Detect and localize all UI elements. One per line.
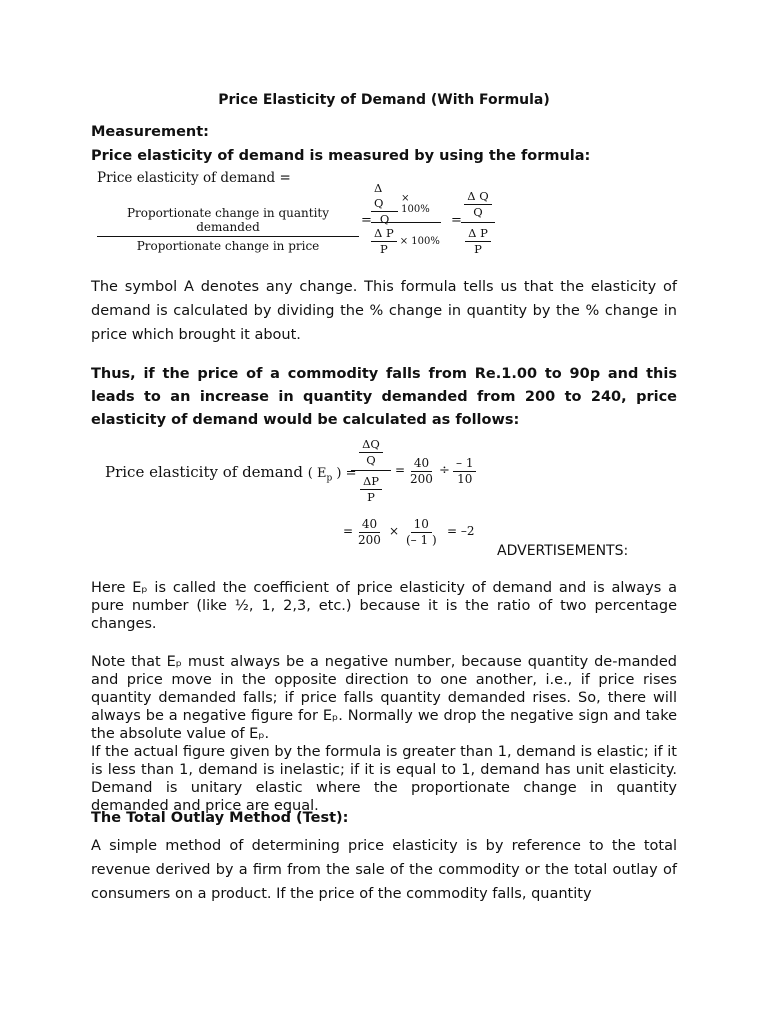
formula1-times100-top: × 100% [401, 193, 430, 215]
formula2-minus1: – 1 [453, 456, 476, 472]
document-title: Price Elasticity of Demand (With Formula) [218, 92, 550, 108]
paragraph-actual: If the actual figure given by the formula is greater than 1, demand is elastic; if it is less than 1, demand is inelastic; if it is equal to 1, demand has unit elasticity. Demand is unitary elastic where the proportionate change in quantity demanded and price are equal. [91, 744, 677, 814]
formula2-ep-close: ) = [332, 466, 357, 481]
formula1-denominator: Proportionate change in price [136, 239, 320, 253]
formula2-label [105, 463, 356, 484]
formula2-p: P [367, 489, 375, 504]
formula2-ep-sub: p [326, 473, 333, 484]
formula1-fraction [97, 206, 359, 253]
paragraph-outlay: A simple method of determining price elasticity is by reference to the total revenue derived by a firm from the sale of the commodity or the total outlay of consumers on a product. If the price of the commodity falls, quantity [91, 838, 677, 902]
formula2-times: × [389, 524, 400, 538]
formula-image-2 [101, 434, 501, 552]
formula2-left-fraction [351, 434, 391, 507]
formula1-right-fraction [461, 186, 495, 259]
formula2-dq: ΔQ [359, 437, 383, 453]
formula2-dp: ΔP [360, 474, 382, 490]
formula1-label: Price elasticity of demand = [97, 170, 291, 186]
formula1-middle-fraction [371, 181, 441, 259]
formula1-numerator: Proportionate change in quantity demanded [97, 206, 359, 237]
formula2-result: = –2 [447, 524, 475, 538]
formula2-10: 10 [457, 472, 473, 486]
formula2-40-200 [407, 456, 436, 487]
formula1-right-p: P [474, 241, 482, 256]
formula1-dp: Δ P [371, 226, 397, 242]
outlay-heading: The Total Outlay Method (Test): [91, 810, 349, 826]
formula1-equals: = [361, 213, 372, 228]
paragraph-coefficient: Here Eₚ is called the coefficient of price elasticity of demand and is always a pure number (like ½, 1, 2,3, etc.) because it is the ratio of two percentage changes. [91, 580, 677, 632]
formula2-r10-m1 [403, 517, 440, 548]
formula1-q: Q [379, 212, 390, 226]
formula2-r200: 200 [358, 533, 381, 547]
formula2-r40-200 [355, 517, 384, 548]
formula-intro: Price elasticity of demand is measured by using the formula: [91, 148, 591, 164]
formula-image-1 [91, 168, 501, 260]
formula2-q: Q [366, 452, 376, 467]
formula1-dq: Δ Q [371, 181, 398, 212]
paragraph-note: Note that Eₚ must always be a negative number, because quantity de-manded and price move in the opposite direction to one another, i.e., if price rises quantity demanded falls; if price falls quantity demanded rises. So, there will always be a negative figure for Eₚ. Normally we drop the negative sign and take the absolute value of Eₚ. [91, 654, 677, 742]
formula1-p: P [379, 241, 388, 256]
formula2-ep: ( E [307, 466, 327, 481]
formula2-rm1: (– 1 ) [406, 533, 437, 547]
formula2-40: 40 [411, 456, 432, 472]
formula2-divide: ÷ [439, 463, 450, 478]
formula2-label-text: Price elasticity of demand [105, 463, 303, 481]
formula2-m1-10 [453, 456, 476, 487]
formula1-equals-2: = [451, 213, 462, 228]
formula2-r10: 10 [411, 517, 432, 533]
measurement-heading: Measurement: [91, 124, 209, 140]
formula1-times100-bottom: × 100% [399, 235, 440, 247]
formula1-right-dp: Δ P [465, 226, 491, 242]
formula1-right-q: Q [473, 204, 483, 219]
paragraph-example: Thus, if the price of a commodity falls from Re.1.00 to 90p and this leads to an increase in quantity demanded from 200 to 240, price elasticity of demand would be calculated as follows: [91, 366, 677, 428]
paragraph-symbol: The symbol A denotes any change. This formula tells us that the elasticity of demand is calculated by dividing the % change in quantity by the % change in price which brought it about. [91, 279, 677, 343]
advertisements-label: ADVERTISEMENTS: [497, 543, 629, 559]
formula1-right-dq: Δ Q [464, 189, 491, 205]
formula2-r40: 40 [359, 517, 380, 533]
formula2-equals-2: = [343, 524, 354, 538]
formula2-equals: = [395, 463, 406, 477]
formula2-200: 200 [410, 472, 433, 486]
